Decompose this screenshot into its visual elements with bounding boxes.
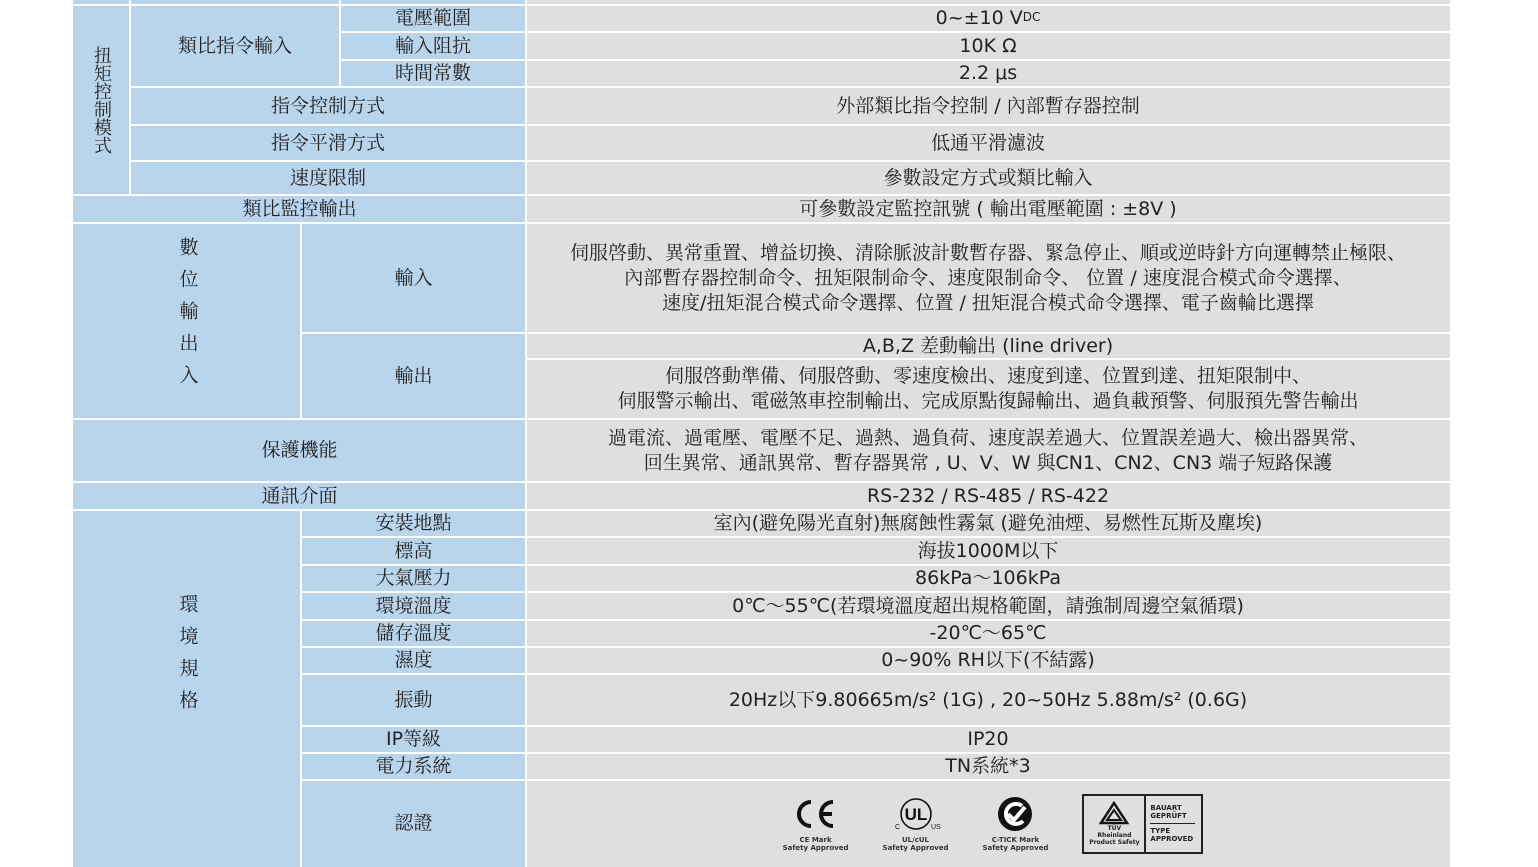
ul-caption-2: Safety Approved: [882, 843, 949, 852]
environment-group-label: [73, 510, 301, 867]
tuv-left-1: TÜV: [1107, 825, 1122, 832]
tuv-icon: [1099, 801, 1129, 825]
ul-caption-1: UL/cUL: [902, 835, 929, 844]
grid-line: [301, 646, 1450, 648]
torque-mode-group-text: 扭矩控制模式: [91, 46, 112, 154]
certification-badges: [526, 780, 1450, 867]
environment-group-text: 環境規格: [176, 594, 199, 722]
digital-output-label: 輸出: [301, 333, 526, 419]
svg-text:US: US: [930, 823, 941, 831]
ce-caption-1: CE Mark: [799, 835, 832, 844]
digital-io-group-label: [73, 223, 301, 419]
env-value-storage-temp: -20℃～65℃: [526, 620, 1450, 647]
command-smoothing-value: 低通平滑濾波: [526, 125, 1450, 161]
analog-monitor-label: 類比監控輸出: [73, 195, 526, 223]
communication-label: 通訊介面: [73, 482, 526, 510]
tuv-right-2: GEPRÜFT: [1150, 812, 1187, 820]
grid-line: [301, 752, 1450, 754]
grid-line: [73, 222, 1450, 224]
grid-line: [300, 223, 302, 419]
torque-mode-group-label: [73, 5, 130, 195]
env-label-ip: IP等級: [301, 726, 526, 753]
grid-line: [525, 0, 527, 867]
grid-line: [301, 591, 1450, 593]
grid-line: [129, 0, 131, 195]
grid-line: [301, 725, 1450, 727]
tuv-right-1: BAUART: [1150, 804, 1182, 812]
digital-input-line-1: 伺服啓動、異常重置、增益切換、清除脈波計數暫存器、緊急停止、順或逆時針方向運轉禁止極限、: [569, 241, 1406, 264]
env-value-humidity: 0~90% RH以下(不結露): [526, 647, 1450, 674]
env-value-altitude: 海拔1000M以下: [526, 537, 1450, 565]
digital-input-line-3: 速度/扭矩混合模式命令選擇、位置 / 扭矩混合模式命令選擇、電子齒輪比選擇: [662, 291, 1314, 314]
env-value-power-system: TN系統*3: [526, 753, 1450, 780]
env-value-install: 室內(避免陽光直射)無腐蝕性霧氣 (避免油煙、易燃性瓦斯及塵埃): [526, 510, 1450, 537]
tuv-left-2: Rheinland: [1097, 832, 1132, 839]
env-value-pressure: 86kPa～106kPa: [526, 565, 1450, 592]
command-control-label: 指令控制方式: [130, 87, 526, 125]
analog-input-label: 類比指令輸入: [130, 5, 340, 87]
env-label-ambient-temp: 環境溫度: [301, 592, 526, 620]
digital-io-group-text: 數位輸出入: [176, 237, 199, 397]
speed-limit-label: 速度限制: [130, 161, 526, 195]
c-tick-caption-1: C-TICK Mark: [991, 835, 1040, 844]
svg-text:C: C: [894, 823, 900, 831]
ce-caption-2: Safety Approved: [782, 843, 849, 852]
analog-monitor-value: 可參數設定監控訊號 ( 輸出電壓範圍 : ±8V ): [526, 195, 1450, 223]
env-label-install: 安裝地點: [301, 510, 526, 537]
svg-text:UL: UL: [904, 804, 927, 824]
ce-mark-icon: [793, 796, 839, 832]
digital-input-value: [526, 223, 1450, 333]
time-constant-label: 時間常數: [340, 60, 526, 87]
env-label-altitude: 標高: [301, 537, 526, 565]
env-label-humidity: 濕度: [301, 647, 526, 674]
tuv-right-4: APPROVED: [1150, 835, 1194, 843]
digital-output-line-1: 伺服啓動準備、伺服啓動、零速度檢出、速度到達、位置到達、扭矩限制中、: [664, 365, 1311, 387]
grid-line: [526, 358, 1450, 360]
digital-output-line-driver: A,B,Z 差動輸出 (line driver): [526, 333, 1450, 359]
ul-cul-icon: [891, 796, 941, 832]
voltage-range-value: [526, 5, 1450, 32]
tuv-right-3: TYPE: [1150, 827, 1171, 835]
grid-line: [73, 4, 1450, 6]
digital-input-label: 輸入: [301, 223, 526, 333]
env-label-certification: 認證: [301, 780, 526, 867]
c-tick-caption-2: Safety Approved: [982, 843, 1049, 852]
grid-line: [340, 31, 1450, 33]
env-label-storage-temp: 儲存溫度: [301, 620, 526, 647]
env-value-ambient-temp: 0℃～55℃(若環境溫度超出規格範圍，請強制周邊空氣循環): [526, 592, 1450, 620]
grid-line: [301, 536, 1450, 538]
command-smoothing-label: 指令平滑方式: [130, 125, 526, 161]
grid-line: [73, 481, 1450, 483]
grid-line: [73, 418, 1450, 420]
grid-line: [339, 0, 341, 87]
communication-value: RS-232 / RS-485 / RS-422: [526, 482, 1450, 510]
grid-line: [340, 59, 1450, 61]
ul-badge: [883, 796, 949, 852]
input-impedance-label: 輸入阻抗: [340, 32, 526, 60]
grid-line: [73, 509, 1450, 511]
c-tick-icon: [992, 796, 1038, 832]
tuv-left-3: Product Safety: [1089, 839, 1140, 846]
tuv-badge: [1082, 794, 1203, 854]
c-tick-badge: [982, 796, 1048, 852]
digital-output-line-2: 伺服警示輸出、電磁煞車控制輸出、完成原點復歸輸出、過負載預警、伺服預先警告輸出: [617, 390, 1359, 412]
env-label-pressure: 大氣壓力: [301, 565, 526, 592]
grid-line: [73, 194, 1450, 196]
grid-line: [301, 779, 1450, 781]
grid-line: [300, 510, 302, 867]
grid-line: [301, 564, 1450, 566]
voltage-range-text: 0~±10 V: [935, 7, 1023, 29]
protection-line-2: 回生異常、通訊異常、暫存器異常 , U、V、W 與CN1、CN2、CN3 端子短路保護: [643, 451, 1333, 474]
env-value-vibration: 20Hz以下9.80665m/s² (1G) , 20~50Hz 5.88m/s² (0.6G): [526, 674, 1450, 726]
grid-line: [130, 86, 1450, 88]
digital-input-line-2: 內部暫存器控制命令、扭矩限制命令、速度限制命令、 位置 / 速度混合模式命令選擇、: [624, 266, 1352, 289]
voltage-range-subscript: DC: [1022, 10, 1041, 24]
env-label-vibration: 振動: [301, 674, 526, 726]
protection-value: [526, 419, 1450, 482]
protection-label: 保護機能: [73, 419, 526, 482]
input-impedance-value: 10K Ω: [526, 32, 1450, 60]
grid-line: [301, 619, 1450, 621]
speed-limit-value: 參數設定方式或類比輸入: [526, 161, 1450, 195]
voltage-range-label: 電壓範圍: [340, 5, 526, 32]
protection-line-1: 過電流、過電壓、電壓不足、過熱、過負荷、速度誤差過大、位置誤差過大、檢出器異常、: [607, 426, 1368, 449]
time-constant-value: 2.2 μs: [526, 60, 1450, 87]
command-control-value: 外部類比指令控制 / 內部暫存器控制: [526, 87, 1450, 125]
grid-line: [130, 160, 1450, 162]
grid-line: [301, 332, 1450, 334]
tuv-divider: [1150, 823, 1195, 824]
ce-badge: [783, 796, 849, 852]
env-value-ip: IP20: [526, 726, 1450, 753]
grid-line: [301, 673, 1450, 675]
grid-line: [130, 124, 1450, 126]
env-label-power-system: 電力系統: [301, 753, 526, 780]
digital-output-value: [526, 359, 1450, 419]
